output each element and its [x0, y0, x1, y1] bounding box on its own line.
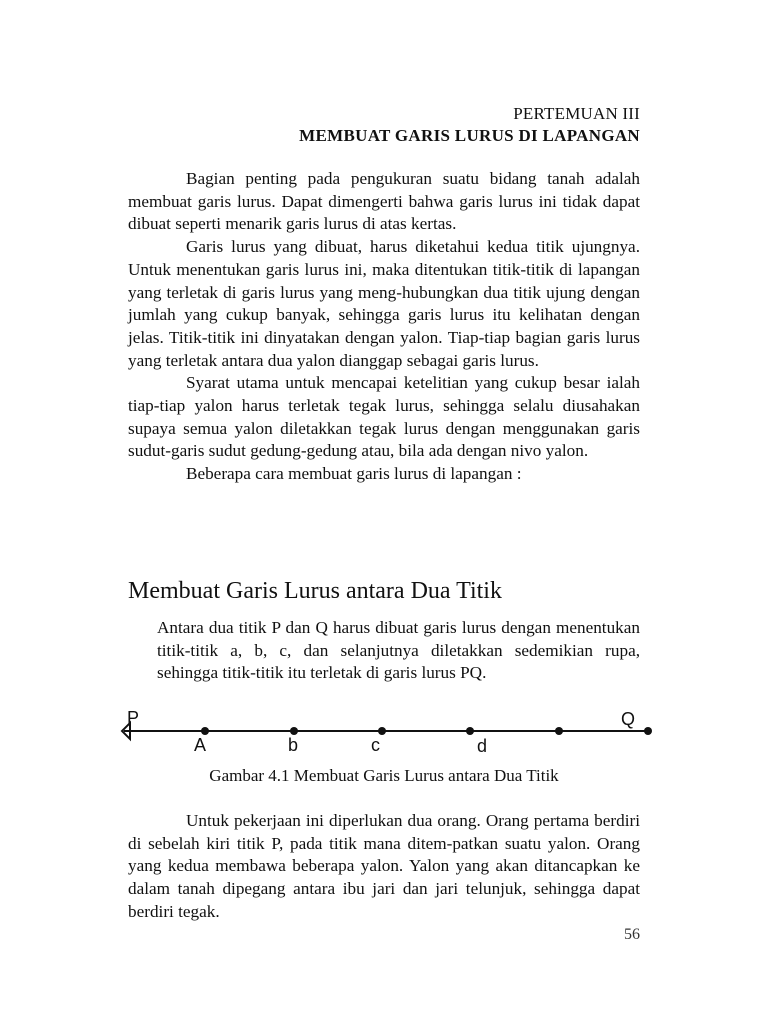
point-c [378, 727, 386, 735]
chapter-title: MEMBUAT GARIS LURUS DI LAPANGAN [299, 126, 640, 145]
point-e [555, 727, 563, 735]
paragraph: Syarat utama untuk mencapai ketelitian yang cukup besar ialah tiap-tiap yalon harus terletak tegak lurus, sehingga selalu diusahakan supaya semua yalon diletakkan tegak lurus dengan menggunakan garis sudut-garis sudut gedung-gedung atau, bila ada dengan nivo yalon. [128, 373, 640, 461]
paragraph: Antara dua titik P dan Q harus dibuat garis lurus dengan menentukan titik-titik a, b, c, dan selanjutnya diletakkan sedemikian rupa, sehingga titik-titik itu terletak di garis lurus PQ. [157, 618, 640, 683]
paragraph: Beberapa cara membuat garis lurus di lapangan : [186, 464, 522, 484]
paragraph: Garis lurus yang dibuat, harus diketahui kedua titik ujungnya. Untuk menentukan garis lurus ini, maka ditentukan titik-titik di lapangan yang terletak di garis lurus yang meng-hubungkan dua titik ujung dengan jumlah yang cukup banyak, sehingga garis lurus itu kelihatan dengan jelas. Titik-titik ini dinyatakan dengan yalon. Tiap-tiap bagian garis lurus yang terletak antara dua yalon dianggap sebagai garis lurus. [128, 237, 640, 370]
point-q [644, 727, 652, 735]
point-b [290, 727, 298, 735]
page-number: 56 [624, 926, 640, 943]
closing-text [128, 810, 640, 924]
page-header [299, 103, 640, 147]
label-c: c [371, 735, 380, 755]
label-a: A [194, 735, 207, 755]
label-p: P [127, 708, 140, 728]
paragraph: Untuk pekerjaan ini diperlukan dua orang. Orang pertama berdiri di sebelah kiri titik P, pada titik mana ditem-patkan suatu yalon. Orang yang kedua membawa beberapa yalon. Yalon yang akan ditancapkan ke dalam tanah dipegang antara ibu jari dan jari telunjuk, sehingga dapat berdiri tegak. [128, 811, 640, 921]
label-d: d [477, 736, 488, 756]
label-q: Q [621, 709, 636, 729]
figure-diagram [110, 704, 670, 760]
point-d [466, 727, 474, 735]
section-heading: Membuat Garis Lurus antara Dua Titik [128, 578, 502, 604]
paragraph: Bagian penting pada pengukuran suatu bidang tanah adalah membuat garis lurus. Dapat dimengerti bahwa garis lurus ini tidak dapat dibuat seperti menarik garis lurus di atas kertas. [128, 169, 640, 234]
figure-caption: Gambar 4.1 Membuat Garis Lurus antara Dua Titik [209, 766, 559, 785]
chapter-label: PERTEMUAN III [513, 104, 640, 123]
straight-line-figure [110, 704, 670, 760]
intro-text [128, 168, 640, 486]
section-text [157, 617, 640, 685]
label-b: b [288, 735, 299, 755]
point-a [201, 727, 209, 735]
